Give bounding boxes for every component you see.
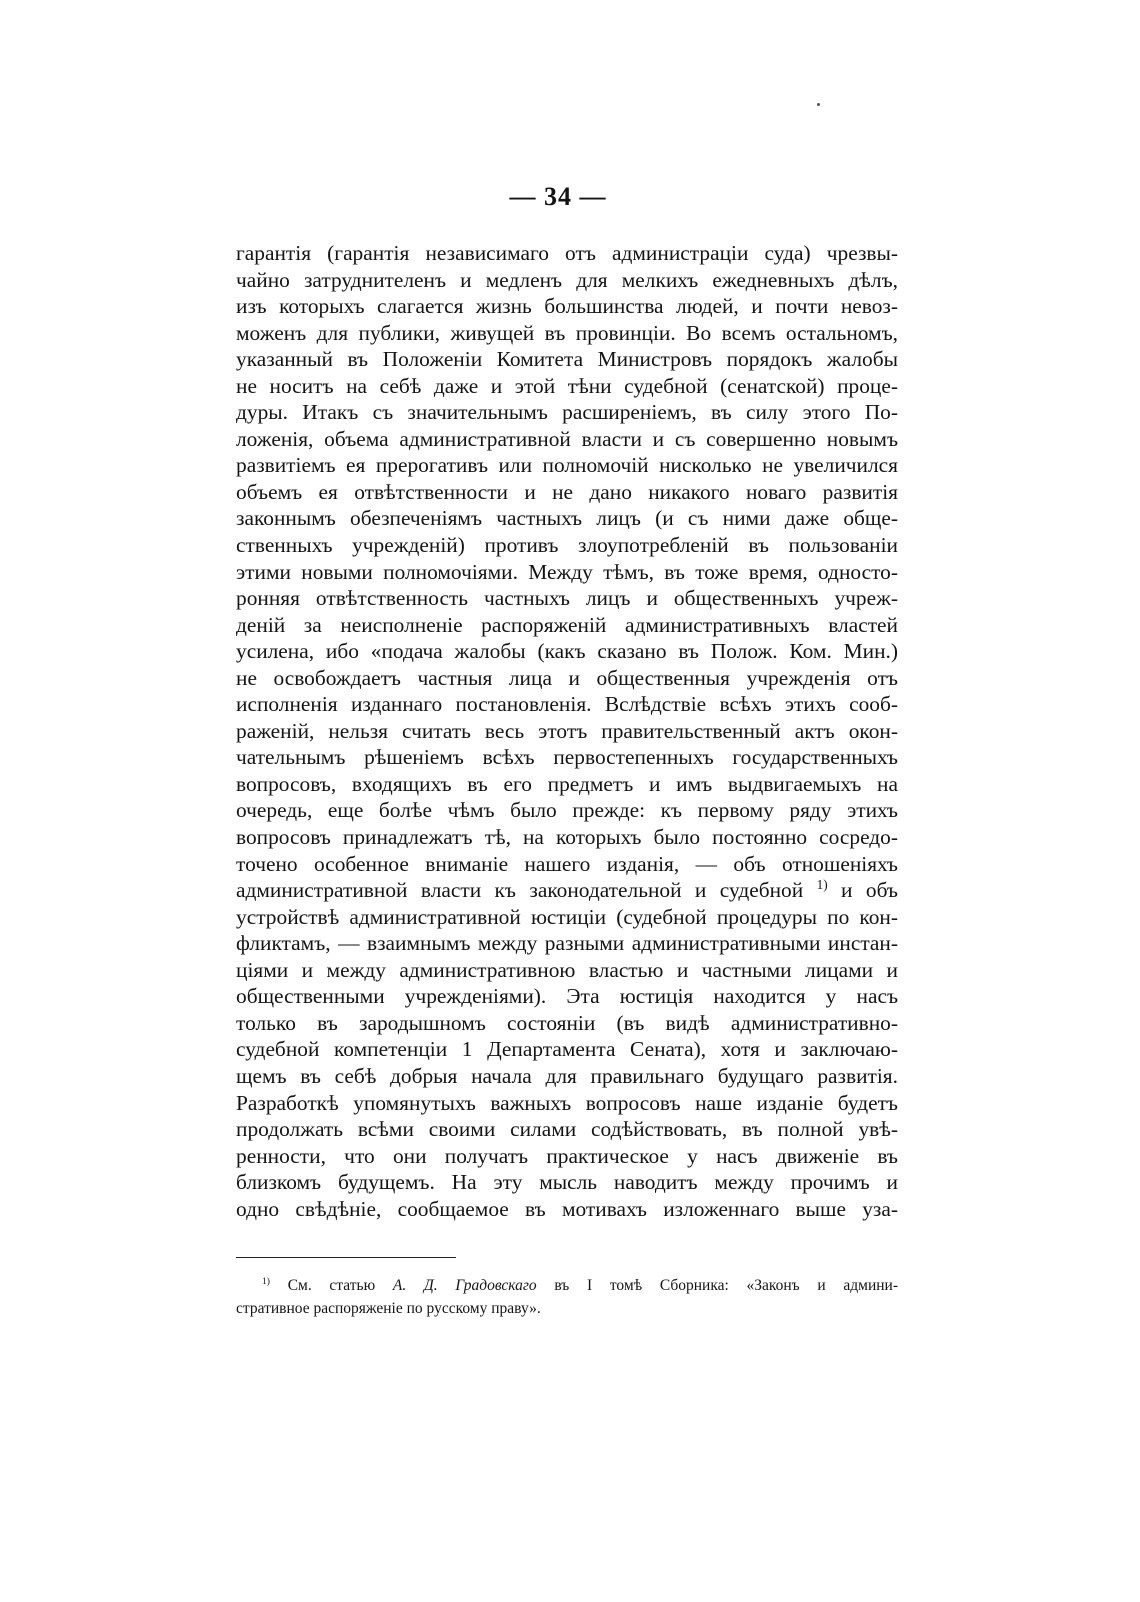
text-line: объемъ ея отвѣтственности и не дано никакого новаго развитія xyxy=(236,479,898,504)
text-line: продолжать всѣми своими силами содѣйствовать, въ полной увѣ- xyxy=(236,1117,898,1142)
body-text xyxy=(236,240,898,1222)
footnote-line: стративное распоряженіе по русскому праву». xyxy=(236,1300,541,1317)
text-line: ренности, что они получатъ практическое у насъ движеніе въ xyxy=(236,1143,898,1168)
ink-speck xyxy=(817,103,820,106)
text-line: судебной компетенціи 1 Департамента Сената), хотя и заключаю- xyxy=(236,1037,898,1062)
text-line: дуры. Итакъ съ значительнымъ расширеніемъ, въ силу этого По- xyxy=(236,400,898,425)
footnote-line xyxy=(236,1274,898,1297)
text-line: ронняя отвѣтственность частныхъ лицъ и общественныхъ учреж- xyxy=(236,586,898,611)
footnote-middle: въ I томѣ Сборника: «Законъ и админи- xyxy=(554,1277,899,1294)
text-fragment: и объ xyxy=(841,878,898,903)
text-line: указанный въ Положеніи Комитета Министровъ порядокъ жалобы xyxy=(236,347,898,372)
text-line: вопросовъ, входящихъ въ его предметъ и имъ выдвигаемыхъ на xyxy=(236,771,898,796)
text-line: развитіемъ ея прерогативъ или полномочій нисколько не увеличился xyxy=(236,453,898,478)
text-line: Разработкѣ упомянутыхъ важныхъ вопросовъ наше изданіе будетъ xyxy=(236,1090,898,1115)
text-line: моженъ для публики, живущей въ провинціи. Во всемъ остальномъ, xyxy=(236,320,898,345)
text-line-with-footnote-ref xyxy=(236,877,898,904)
text-line: точено особенное вниманіе нашего изданія, — объ отношеніяхъ xyxy=(236,851,898,876)
text-line: ложенія, объема административной власти и съ совершенно новымъ xyxy=(236,426,898,451)
text-line: общественными учрежденіями). Эта юстиція находится у насъ xyxy=(236,984,898,1009)
text-line: чательнымъ рѣшеніемъ всѣхъ первостепенныхъ государственныхъ xyxy=(236,745,898,770)
text-line: этими новыми полномочіями. Между тѣмъ, въ тоже время, односто- xyxy=(236,559,898,584)
text-line: чайно затруднителенъ и медленъ для мелкихъ ежедневныхъ дѣлъ, xyxy=(236,267,898,292)
text-line: фликтамъ, — взаимнымъ между разными административными инстан- xyxy=(236,931,898,956)
text-line: ственныхъ учрежденій) противъ злоупотребленій въ пользованіи xyxy=(236,533,898,558)
text-line: усилена, ибо «подача жалобы (какъ сказано въ Полож. Ком. Мин.) xyxy=(236,639,898,664)
text-fragment: административной власти къ законодательной и судебной xyxy=(236,878,804,903)
text-line: ціями и между административною властью и частными лицами и xyxy=(236,957,898,982)
text-line: близкомъ будущемъ. На эту мысль наводитъ между прочимъ и xyxy=(236,1170,898,1195)
page-number: — 34 — xyxy=(509,182,607,211)
text-line: вопросовъ принадлежатъ тѣ, на которыхъ было постоянно сосредо- xyxy=(236,825,898,850)
text-line: устройствѣ административной юстиціи (судебной процедуры по кон- xyxy=(236,904,898,929)
footnote-prefix: См. статью xyxy=(287,1277,376,1294)
text-line: изъ которыхъ слагается жизнь большинства людей, и почти невоз- xyxy=(236,294,898,319)
footnote-author: А. Д. Градовскаго xyxy=(392,1277,537,1294)
footnote-marker: 1) xyxy=(262,1275,270,1287)
footnote xyxy=(236,1274,898,1320)
text-line: гарантія (гарантія независимаго отъ администраціи суда) чрезвы- xyxy=(236,241,898,265)
text-line: деній за неисполненіе распоряженій административныхъ властей xyxy=(236,612,898,637)
text-line: не носитъ на себѣ даже и этой тѣни судебной (сенатской) проце- xyxy=(236,373,898,398)
text-line: щемъ въ себѣ добрыя начала для правильнаго будущаго развитія. xyxy=(236,1063,898,1088)
text-line: законнымъ обезпеченіямъ частныхъ лицъ (и съ ними даже обще- xyxy=(236,506,898,531)
text-line: раженій, нельзя считать весь этотъ правительственный актъ окон- xyxy=(236,718,898,743)
text-line: очередь, еще болѣе чѣмъ было прежде: къ первому ряду этихъ xyxy=(236,798,898,823)
text-line: только въ зародышномъ состояніи (въ видѣ административно- xyxy=(236,1010,898,1035)
footnote-divider xyxy=(236,1257,456,1258)
text-line: одно свѣдѣніе, сообщаемое въ мотивахъ изложеннаго выше уза- xyxy=(236,1196,898,1221)
footnote-reference[interactable]: 1) xyxy=(816,877,828,892)
text-line: исполненія изданнаго постановленія. Вслѣдствіе всѣхъ этихъ сооб- xyxy=(236,692,898,717)
text-line: не освобождаетъ частныя лица и общественныя учрежденія отъ xyxy=(236,665,898,690)
